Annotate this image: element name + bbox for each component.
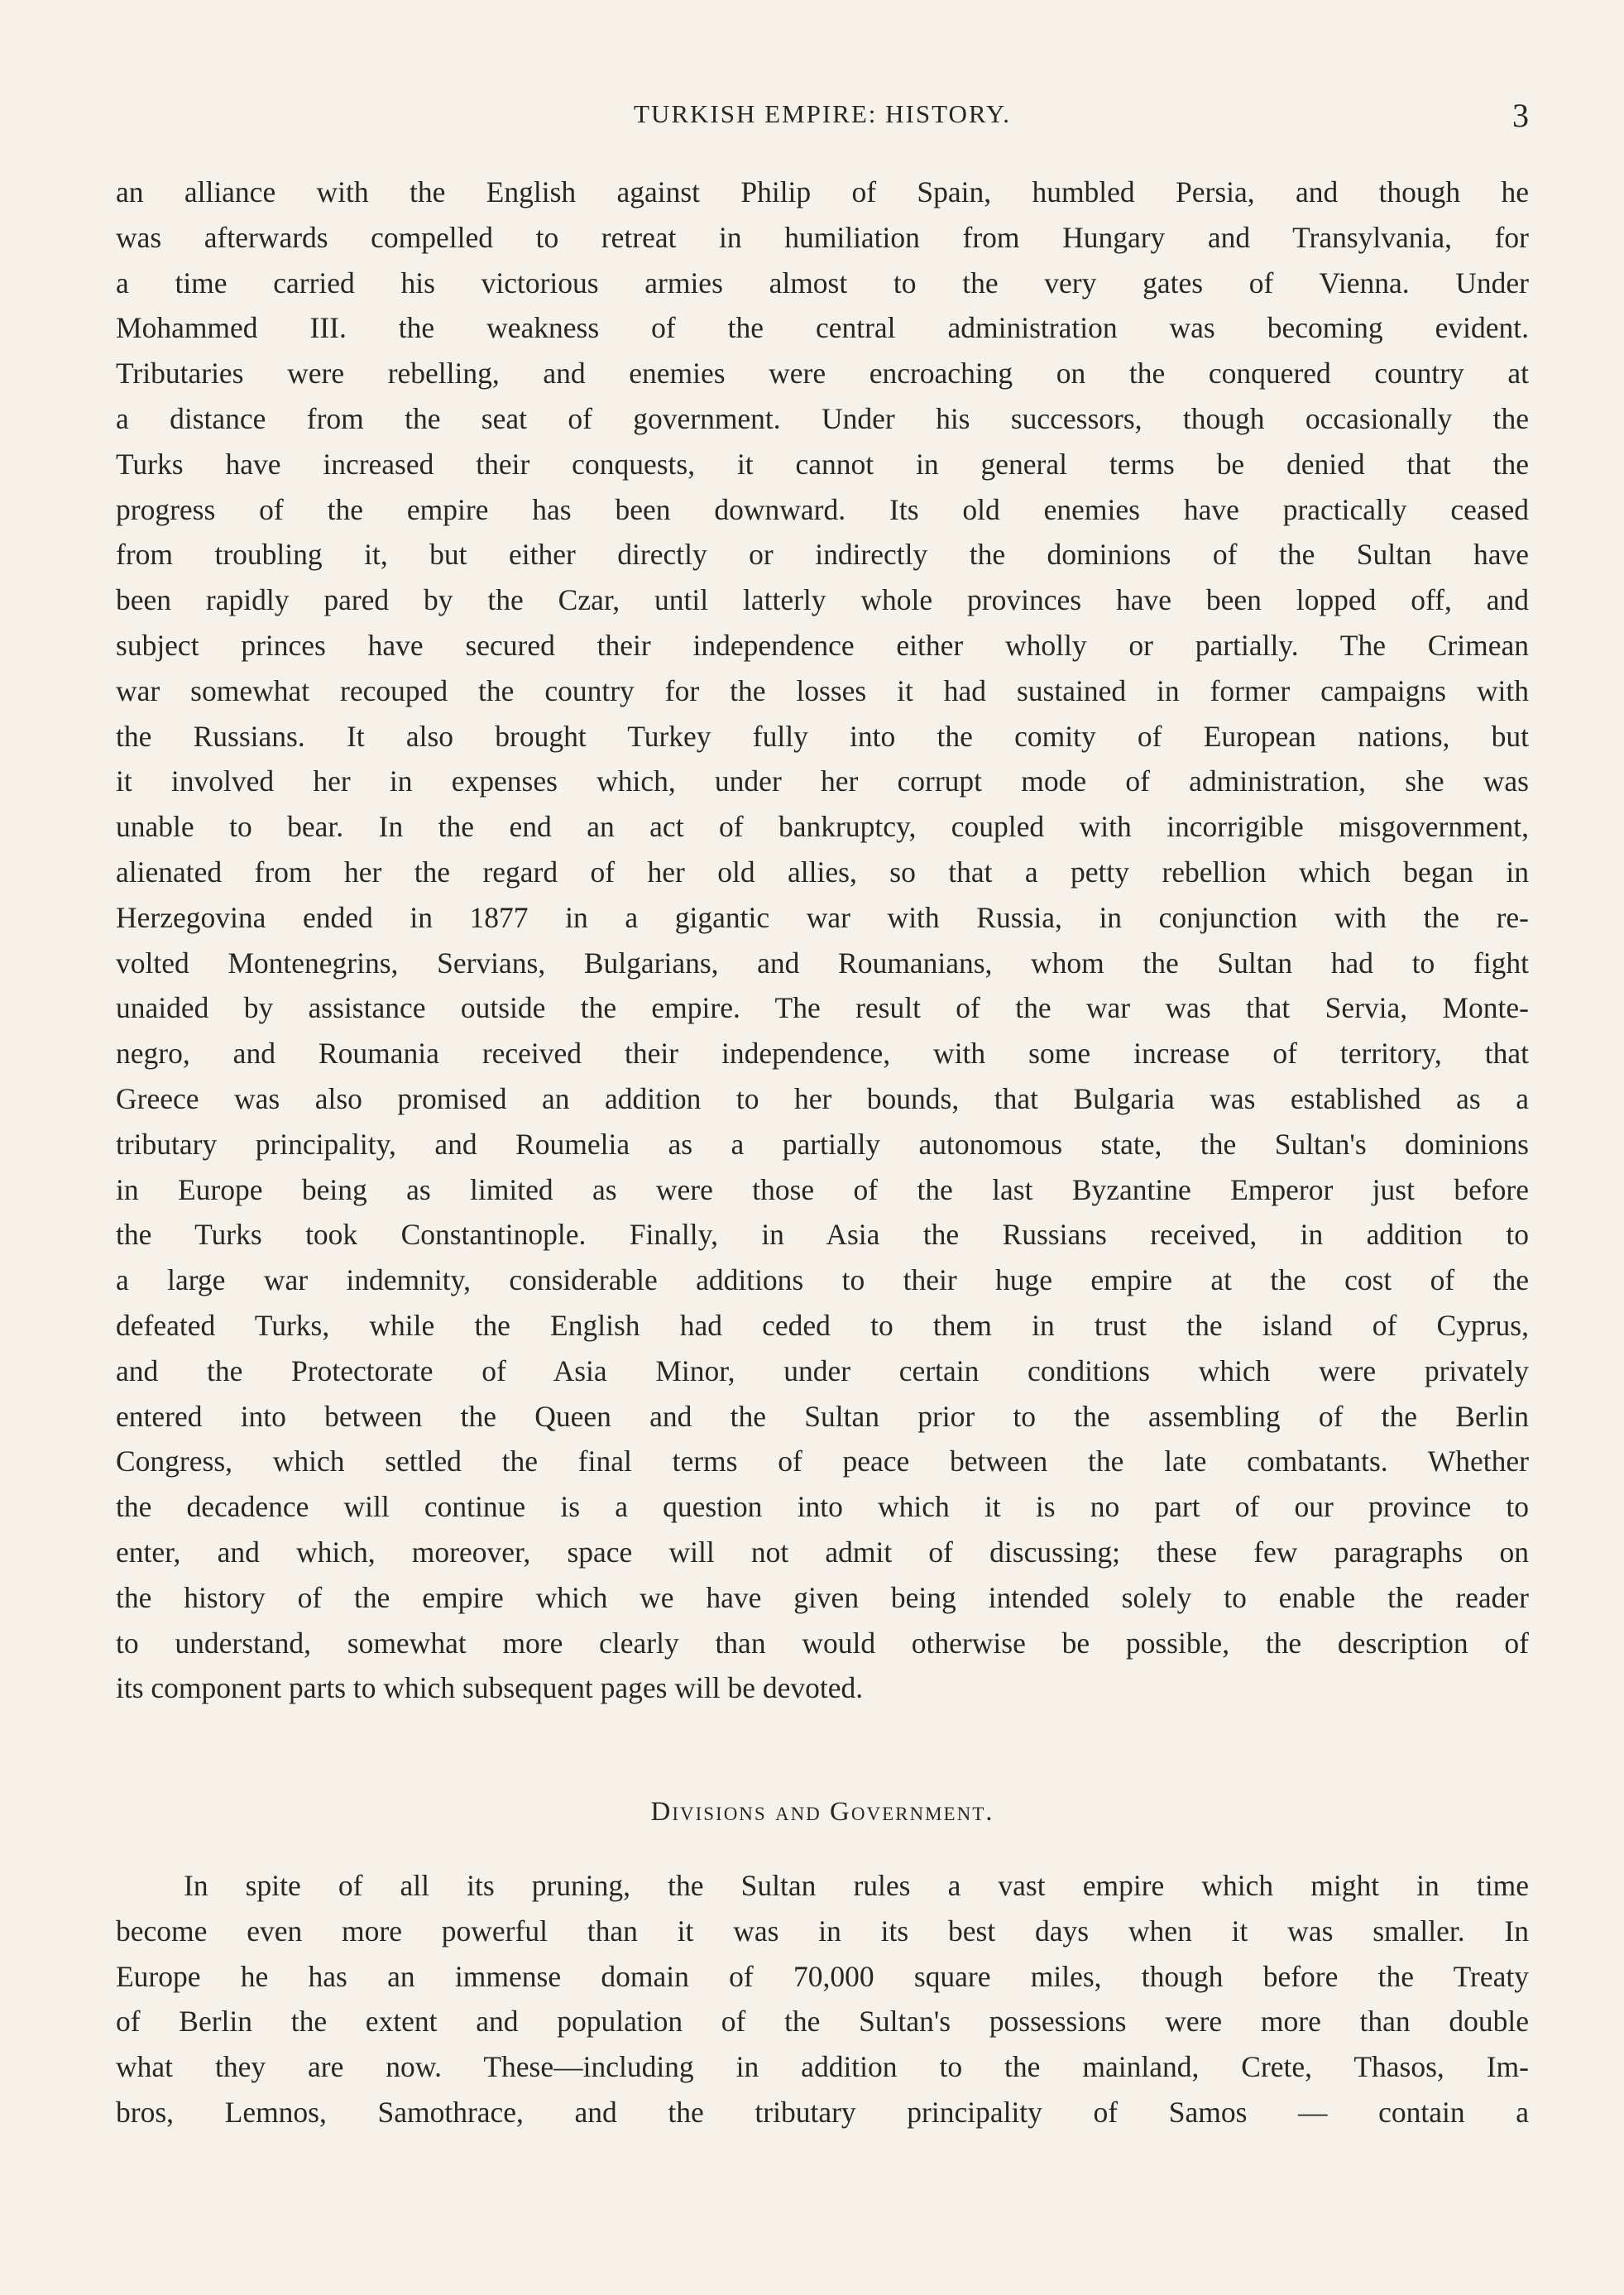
text-line: war somewhat recouped the country for the losses it had sustained in former campaigns with xyxy=(116,673,1529,707)
text-line: in Europe being as limited as were those of the last Byzantine Emperor just before xyxy=(116,1172,1529,1206)
text-line: Tributaries were rebelling, and enemies were encroaching on the conquered country at xyxy=(116,357,1529,390)
running-header xyxy=(116,99,1529,139)
text-line: unaided by assistance outside the empire. The result of the war was that Servia, Monte- xyxy=(116,991,1529,1025)
text-line: and the Protectorate of Asia Minor, under certain conditions which were privately xyxy=(116,1354,1529,1387)
text-line: from troubling it, but either directly or indirectly the dominions of the Sultan have xyxy=(116,538,1529,572)
text-line: its component parts to which subsequent pages will be devoted. xyxy=(116,1671,864,1705)
text-line: to understand, somewhat more clearly than would otherwise be possible, the description of xyxy=(116,1626,1529,1660)
text-line: the history of the empire which we have given being intended solely to enable the reader xyxy=(116,1580,1529,1614)
text-line: Turks have increased their conquests, it cannot in general terms be denied that the xyxy=(116,447,1529,481)
text-line: entered into between the Queen and the Sultan prior to the assembling of the Berlin xyxy=(116,1399,1529,1433)
text-line: tributary principality, and Roumelia as a partially autonomous state, the Sultan's dominions xyxy=(116,1127,1529,1161)
text-line: the Turks took Constantinople. Finally, in Asia the Russians received, in addition to xyxy=(116,1218,1529,1252)
text-line: what they are now. These—including in addition to the mainland, Crete, Thasos, Im- xyxy=(116,2050,1529,2084)
text-line: unable to bear. In the end an act of bankruptcy, coupled with incorrigible misgovernment, xyxy=(116,810,1529,844)
text-line: In spite of all its pruning, the Sultan rules a vast empire which might in time xyxy=(184,1869,1529,1902)
text-line: enter, and which, moreover, space will not admit of discussing; these few paragraphs on xyxy=(116,1535,1529,1569)
text-line: was afterwards compelled to retreat in humiliation from Hungary and Transylvania, for xyxy=(116,220,1529,254)
section-heading: Divisions and Government. xyxy=(650,1797,994,1827)
paragraph-history xyxy=(116,170,1529,1711)
text-line: Herzegovina ended in 1877 in a gigantic war with Russia, in conjunction with the re- xyxy=(116,900,1529,934)
text-line: bros, Lemnos, Samothrace, and the tributary principality of Samos — contain a xyxy=(116,2095,1529,2129)
text-line: alienated from her the regard of her old allies, so that a petty rebellion which began in xyxy=(116,855,1529,889)
text-line: it involved her in expenses which, under her corrupt mode of administration, she was xyxy=(116,764,1529,798)
running-title: TURKISH EMPIRE: HISTORY. xyxy=(634,99,1011,128)
text-line: volted Montenegrins, Servians, Bulgarians, and Roumanians, whom the Sultan had to fight xyxy=(116,946,1529,980)
text-line: Greece was also promised an addition to her bounds, that Bulgaria was established as a xyxy=(116,1081,1529,1115)
text-line: subject princes have secured their independence either wholly or partially. The Crimean xyxy=(116,628,1529,662)
text-line: a distance from the seat of government. Under his successors, though occasionally the xyxy=(116,401,1529,435)
text-line: defeated Turks, while the English had ceded to them in trust the island of Cyprus, xyxy=(116,1308,1529,1342)
text-line: Europe he has an immense domain of 70,000 square miles, though before the Treaty xyxy=(116,1959,1529,1993)
text-line: been rapidly pared by the Czar, until latterly whole provinces have been lopped off, and xyxy=(116,583,1529,617)
text-line: a large war indemnity, considerable additions to their huge empire at the cost of the xyxy=(116,1263,1529,1297)
text-line: become even more powerful than it was in its best days when it was smaller. In xyxy=(116,1914,1529,1948)
text-line: a time carried his victorious armies almost to the very gates of Vienna. Under xyxy=(116,266,1529,299)
text-line: Mohammed III. the weakness of the central administration was becoming evident. xyxy=(116,311,1529,345)
text-line: of Berlin the extent and population of the Sultan's possessions were more than double xyxy=(116,2005,1529,2039)
text-line: the decadence will continue is a question into which it is no part of our province to xyxy=(116,1490,1529,1524)
text-line: negro, and Roumania received their independence, with some increase of territory, that xyxy=(116,1037,1529,1071)
text-line: Congress, which settled the final terms of peace between the late combatants. Whether xyxy=(116,1445,1529,1478)
text-line: the Russians. It also brought Turkey fully into the comity of European nations, but xyxy=(116,719,1529,753)
text-line: an alliance with the English against Philip of Spain, humbled Persia, and though he xyxy=(116,175,1529,208)
paragraph-divisions xyxy=(116,1863,1529,2135)
text-line: progress of the empire has been downward. Its old enemies have practically ceased xyxy=(116,492,1529,526)
page-number: 3 xyxy=(1512,97,1529,134)
